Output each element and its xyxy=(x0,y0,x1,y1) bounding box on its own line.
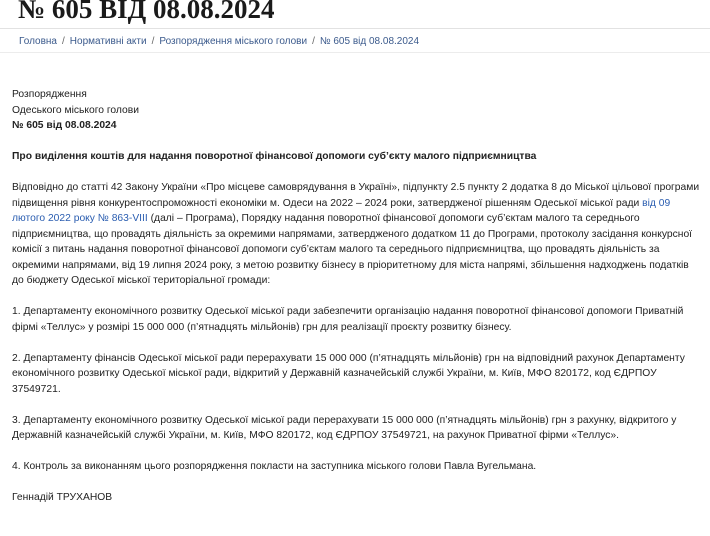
council-decision-link[interactable]: від 09 лютого 2022 року № 863-VIII xyxy=(12,197,671,224)
page-title: № 605 ВІД 08.08.2024 xyxy=(18,0,275,24)
breadcrumb-link-mayor-orders[interactable]: Розпорядження міського голови xyxy=(159,36,308,47)
breadcrumb-link-home[interactable]: Головна xyxy=(19,36,57,47)
order-item-3: 3. Департаменту економічного розвитку Одеської міської ради перерахувати 15 000 000 (п’ятнадцять мільйонів) грн з рахунку, відкритого у Державній казначейській службі України, м. Київ, МФО 820172, код ЄДРПОУ 37549721, на рахунок Приватної фірми «Теллус». xyxy=(12,414,677,441)
breadcrumb-separator: / xyxy=(151,36,155,47)
document-subject: Про виділення коштів для надання поворотної фінансової допомоги суб’єкту малого підприємництва xyxy=(12,151,537,162)
breadcrumb xyxy=(19,36,419,47)
breadcrumb-link-normative-acts[interactable]: Нормативні акти xyxy=(69,36,147,47)
intro-paragraph xyxy=(12,180,702,289)
signature: Геннадій ТРУХАНОВ xyxy=(12,492,113,503)
document-type: Розпорядження xyxy=(12,89,87,100)
title-divider xyxy=(0,28,710,29)
document-body xyxy=(12,87,702,506)
order-item-2: 2. Департаменту фінансів Одеської міської ради перерахувати 15 000 000 (п’ятнадцять мільйонів) грн на відповідний рахунок Департаменту економічного розвитку Одеської міської ради, відкритий у Державній казначейській службі України, м. Київ, МФО 820172, код ЄДРПОУ 37549721. xyxy=(12,352,685,395)
order-item-1: 1. Департаменту економічного розвитку Одеської міської ради забезпечити організацію надання поворотної фінансової допомоги Приватній фірмі «Теллус» у розмірі 15 000 000 (п’ятнадцять мільйонів) грн для реалізації проєкту розвитку бізнесу. xyxy=(12,306,684,333)
breadcrumb-separator: / xyxy=(62,36,65,47)
breadcrumb-divider xyxy=(0,52,710,53)
breadcrumb-current: № 605 від 08.08.2024 xyxy=(319,36,420,47)
intro-text-part2: (далі – Програма), Порядку надання поворотної фінансової допомоги суб’єктам малого та середнього підприємництва, що провадять діяльність за окремими напрямами, затвердженого додатком 11 до Програми, протоколу засідання конкурсної комісії з питань надання поворотної фінансової допомоги суб’єктам малого та середнього підприємництва, що провадять діяльність за окремими напрямами, від 19 липня 2024 року, з метою розвитку бізнесу в пріоритетному для міста напрямі, збільшення надходжень податків до бюджету Одеської міської територіальної громади: xyxy=(12,213,693,286)
breadcrumb-separator: / xyxy=(312,36,315,47)
order-item-4: 4. Контроль за виконанням цього розпорядження покласти на заступника міського голови Павла Вугельмана. xyxy=(12,461,537,472)
intro-text-part1: Відповідно до статті 42 Закону України «Про місцеве самоврядування в Україні», підпункту 2.5 пункту 2 додатка 8 до Міської цільової програми підвищення рівня конкурентоспроможності економіки м. Одеси на 2022 – 2024 роки, затвердженої рішенням Одеської міської ради xyxy=(12,182,700,209)
document-number: № 605 від 08.08.2024 xyxy=(12,120,117,131)
document-issuer: Одеського міського голови xyxy=(12,104,139,116)
document-header xyxy=(12,87,702,134)
